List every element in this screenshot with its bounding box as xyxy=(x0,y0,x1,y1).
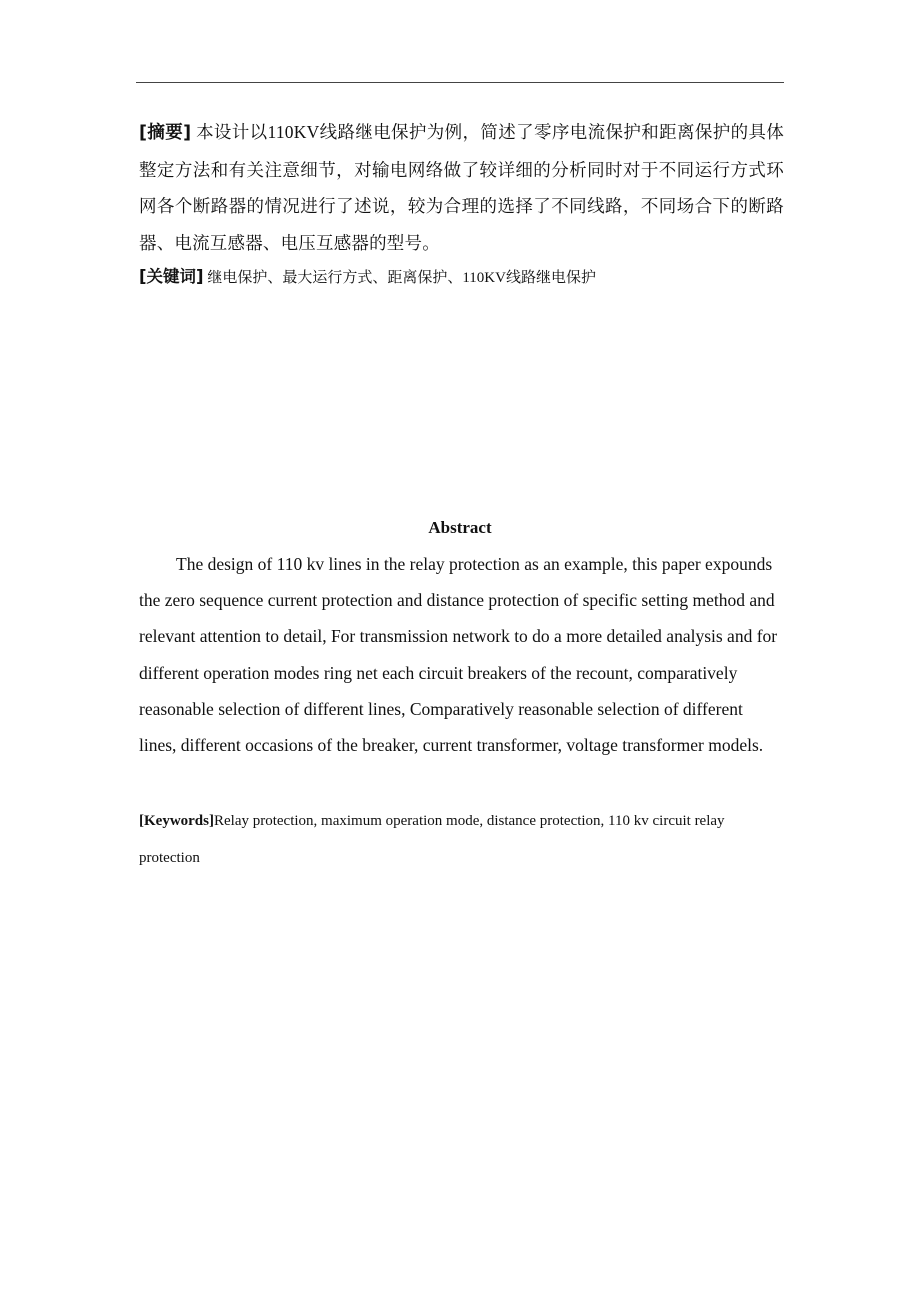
chinese-abstract-text: 本设计以110KV线路继电保护为例，简述了零序电流保护和距离保护的具体整定方法和有关注意细节，对输电网络做了较详细的分析同时对于不同运行方式环网各个断路器的情况进行了述说，较为合理的选择了不同线路，不同场合下的断路器、电流互感器、电压互感器的型号。 xyxy=(139,122,785,253)
english-keywords-text: Relay protection, maximum operation mode, distance protection, 110 kv circuit relay protection xyxy=(139,813,725,866)
chinese-abstract-section xyxy=(139,114,784,293)
english-abstract: The design of 110 kv lines in the relay protection as an example, this paper expounds the zero sequence current protection and distance protection of specific setting method and relevant attention to detail, For transmission network to do a more detailed analysis and for different operation modes ring net each circuit breakers of the recount, comparatively reasonable selection of different lines, Comparatively reasonable selection of different lines, different occasions of the breaker, current transformer, voltage transformer models. xyxy=(139,554,778,756)
chinese-keywords-label: [关键词] xyxy=(139,267,204,286)
header-rule xyxy=(136,82,784,83)
chinese-keywords xyxy=(139,262,784,293)
chinese-keywords-text: 继电保护、最大运行方式、距离保护、110KV线路继电保护 xyxy=(207,270,596,286)
chinese-abstract xyxy=(139,114,784,261)
english-abstract-title: Abstract xyxy=(428,518,492,537)
english-keywords xyxy=(139,803,781,876)
english-keywords-label: [Keywords] xyxy=(139,813,214,829)
chinese-abstract-label: [摘要] xyxy=(139,123,192,143)
